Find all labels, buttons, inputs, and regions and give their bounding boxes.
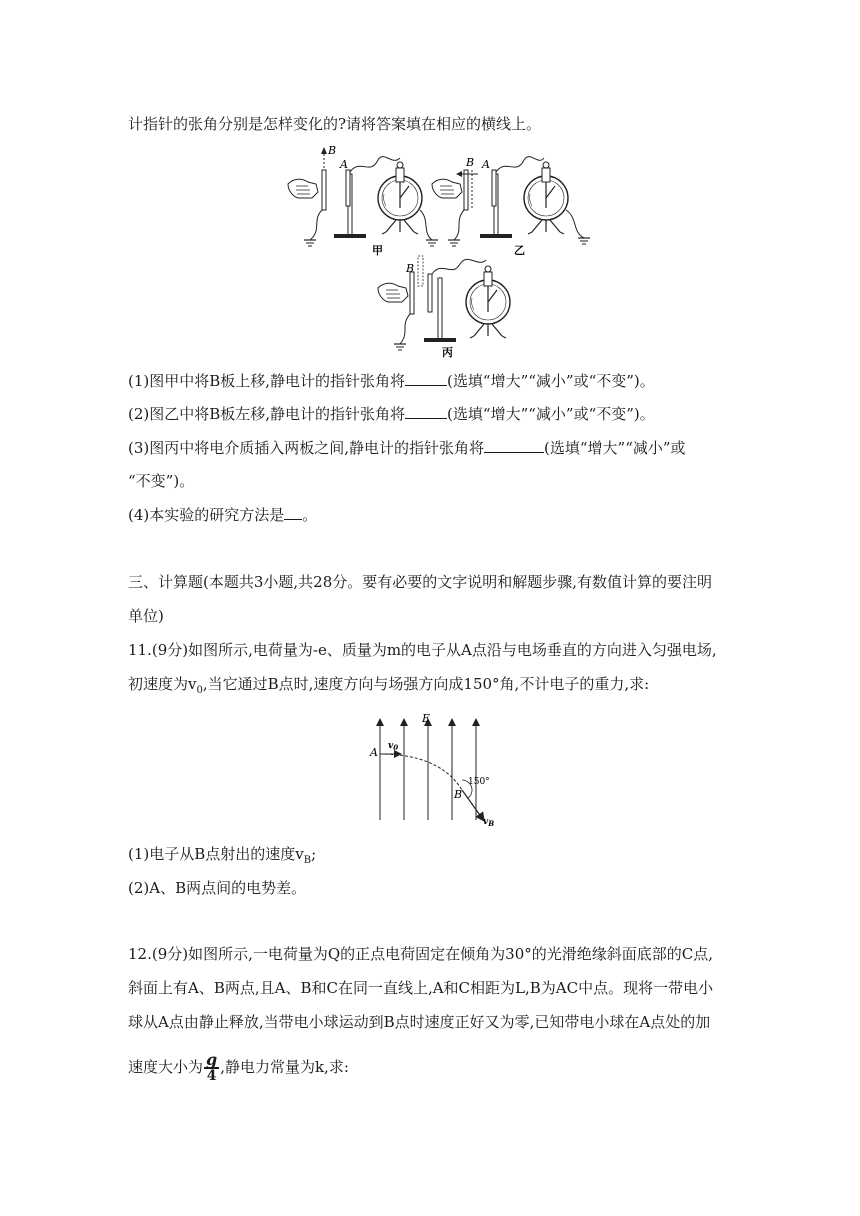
section3-heading: 三、计算题(本题共3小题,共28分。要有必要的文字说明和解题步骤,有数值计算的要注明	[128, 573, 713, 591]
svg-text:A: A	[482, 158, 490, 171]
answer-blank[interactable]	[284, 505, 302, 520]
q12-line4: 速度大小为 $\frac{g}{4}$ ,静电力常量为k,求:	[128, 1050, 349, 1084]
svg-text:A: A	[340, 158, 348, 171]
q11-line2: 初速度为$v_0$,当它通过B点时,速度方向与场强方向成150°角,不计电子的重力,求:	[128, 675, 650, 696]
figure-bing	[378, 256, 510, 359]
svg-text:乙: 乙	[514, 244, 525, 257]
electron-trajectory	[380, 754, 462, 790]
figure-yi	[432, 156, 590, 257]
svg-text:B: B	[466, 156, 475, 169]
q10-part4: (4)本实验的研究方法是 。	[128, 506, 318, 524]
svg-text:B: B	[328, 144, 337, 157]
field-label: E	[422, 712, 431, 725]
vB-arrow	[462, 790, 482, 818]
answer-blank[interactable]	[484, 438, 544, 453]
electric-field-figure	[366, 712, 506, 826]
q12-line1: 12.(9分)如图所示,一电荷量为Q的正点电荷固定在倾角为30°的光滑绝缘斜面底部的C点,	[128, 945, 714, 963]
svg-text:丙: 丙	[442, 346, 453, 359]
section3-heading-cont: 单位)	[128, 607, 164, 625]
field-lines	[380, 722, 476, 820]
answer-blank[interactable]	[405, 371, 447, 386]
q12-line3: 球从A点由静止释放,当带电小球运动到B点时速度正好又为零,已知带电小球在A点处的加	[128, 1013, 711, 1031]
q11-sub2: (2)A、B两点间的电势差。	[128, 879, 307, 897]
q12-line2: 斜面上有A、B两点,且A、B和C在同一直线上,A和C相距为L,B为AC中点。现将一带电小	[128, 979, 714, 997]
angle-label: 150°	[468, 777, 490, 787]
intro-line: 计指针的张角分别是怎样变化的?请将答案填在相应的横线上。	[128, 115, 542, 133]
q10-part1: (1)图甲中将B板上移,静电计的指针张角将 (选填“增大”“减小”或“不变”)。	[128, 372, 655, 390]
q10-part2: (2)图乙中将B板左移,静电计的指针张角将 (选填“增大”“减小”或“不变”)。	[128, 405, 655, 423]
q10-part3-cont: “不变”)。	[128, 472, 195, 490]
q10-part3: (3)图丙中将电介质插入两板之间,静电计的指针张角将 (选填“增大”“减小”或	[128, 439, 686, 457]
q11-sub1: (1)电子从B点射出的速度$v_B$;	[128, 845, 317, 866]
q11-line1: 11.(9分)如图所示,电荷量为-e、质量为m的电子从A点沿与电场垂直的方向进入匀强电场,	[128, 641, 717, 659]
vB-label: $v_B$	[483, 817, 495, 826]
fraction-g-over-4: $\frac{g}{4}$	[206, 1050, 218, 1084]
svg-text:B: B	[406, 262, 415, 275]
point-a-label: A	[370, 746, 378, 759]
electroscope-figure	[282, 140, 612, 362]
point-b-label: B	[454, 788, 463, 801]
figure-jia	[288, 144, 438, 257]
v0-label: $v_0$	[388, 741, 399, 752]
svg-text:甲: 甲	[372, 244, 383, 257]
answer-blank[interactable]	[405, 404, 447, 419]
